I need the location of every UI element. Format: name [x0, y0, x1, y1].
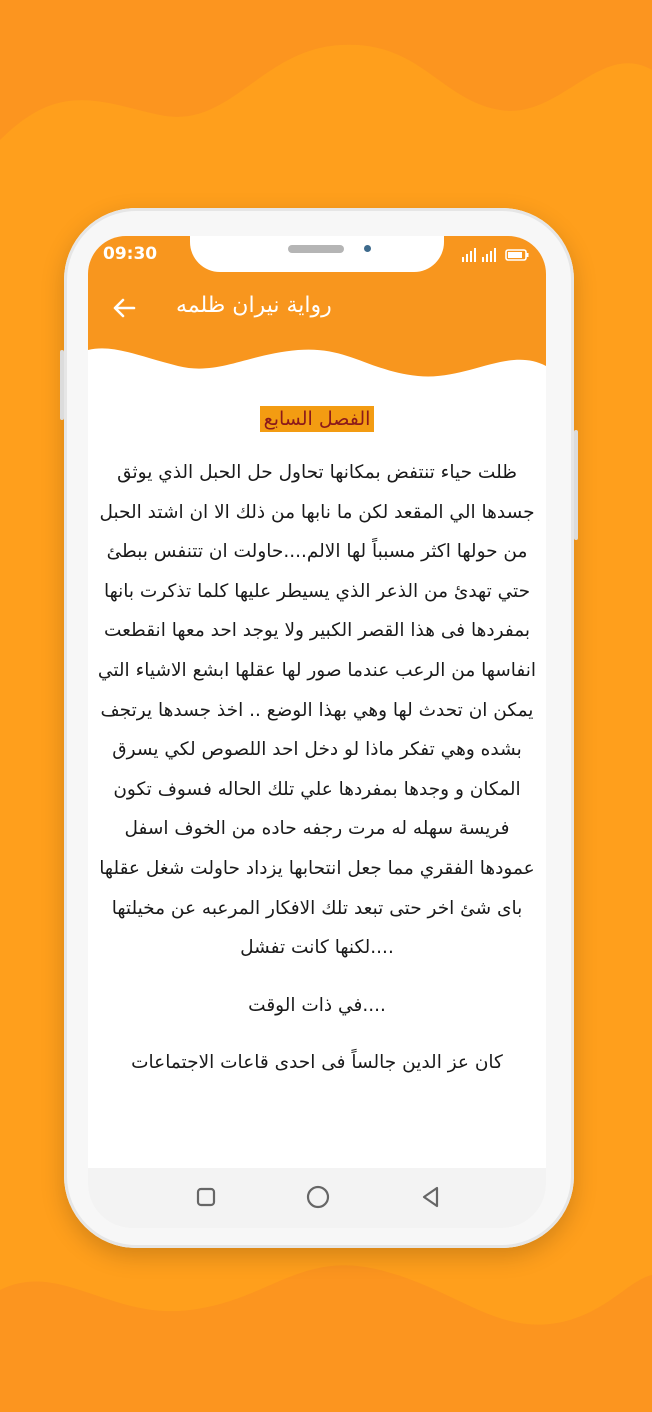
triangle-back-icon [416, 1182, 446, 1212]
front-camera [364, 245, 371, 252]
chapter-title: الفصل السابع [260, 406, 375, 432]
phone-side-button [574, 430, 578, 540]
arrow-back-icon [108, 294, 142, 322]
nav-back-button[interactable] [416, 1182, 446, 1212]
app-bar-wave [88, 336, 546, 396]
home-button[interactable] [303, 1182, 333, 1212]
back-button[interactable] [108, 294, 142, 322]
chapter-content[interactable] [88, 396, 546, 1168]
navigation-bar [88, 1168, 546, 1228]
phone-side-button [60, 350, 64, 420]
chapter-paragraph: ظلت حياء تنتفض بمكانها تحاول حل الحبل الذي يوثق جسدها الي المقعد لكن ما نابها من ذلك الا ان اشتد الحبل من حولها اكثر مسبباً لها الالم....حاولت ان تتنفس ببطئ حتي تهدئ من الذعر الذي يسيطر عليها كلما تذكرت بانها بمفردها فى هذا القصر الكبير ولا يوجد احد معها انقطعت انفاسها من الرعب عندما صور لها عقلها ابشع الاشياء التي يمكن ان تحدث لها وهي بهذا الوضع .. اخذ جسدها يرتجف بشده وهي تفكر ماذا لو دخل احد اللصوص لكي يسرق المكان و وجدها بمفردها علي تلك الحاله فسوف تكون فريسة سهله له مرت رجفه حاده من الخوف اسفل عمودها الفقري مما جعل انتحابها يزداد حاولت شغل عقلها باى شئ اخر حتى تبعد تلك الافكار المرعبه عن مخيلتها ....لكنها كانت تفشل [97, 462, 537, 959]
chapter-paragraph: ....في ذات الوقت [248, 994, 386, 1016]
signal-icon-2 [482, 248, 496, 262]
earpiece-speaker [288, 245, 344, 253]
status-time: 09:30 [103, 244, 158, 264]
square-icon [191, 1182, 221, 1212]
background-wave-bottom [0, 1250, 652, 1412]
circle-icon [303, 1182, 333, 1212]
screen-notch [190, 236, 444, 272]
background-wave-top [0, 0, 652, 160]
chapter-paragraph: كان عز الدين جالساً فى احدى قاعات الاجتماعات [131, 1052, 503, 1074]
signal-icon [462, 248, 476, 262]
phone-screen [88, 236, 546, 1228]
battery-icon [506, 250, 529, 260]
status-icons [462, 247, 532, 267]
recent-apps-button[interactable] [191, 1182, 221, 1212]
app-title: رواية نيران ظلمه [176, 293, 332, 318]
